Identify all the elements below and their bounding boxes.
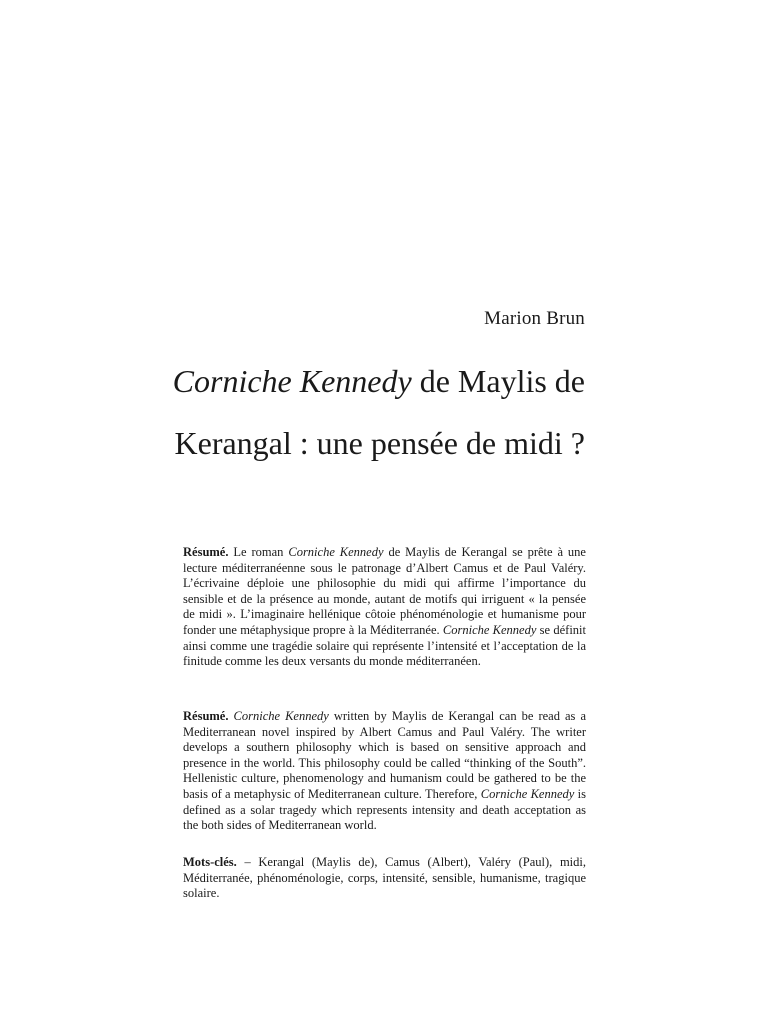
author-name: Marion Brun [484, 308, 585, 329]
abstract-text: is defined as a solar tragedy which represents intensity and death acceptation as the both sides of Mediterranean world. [183, 786, 586, 833]
abstract-italic: Corniche Kennedy [288, 545, 384, 559]
abstract-label: Résumé. [183, 545, 229, 559]
abstract-text: de Maylis de Kerangal se prête à une lecture méditerranéenne sous le patronage d’Albert Camus et de Paul Valéry. L’écrivaine déploie une philosophie du midi qui affirme l’importance du sensible et de la présence au monde, autant de motifs qui irriguent « la pensée de midi ». L’imaginaire hellénique côtoie phénoménologie et humanisme pour fonder une métaphysique propre à la Méditerranée. [183, 545, 586, 637]
abstract-english [183, 709, 586, 834]
keywords [183, 855, 586, 902]
article-title [165, 350, 585, 474]
abstract-label: Résumé. [183, 709, 229, 723]
abstract-french [183, 545, 586, 670]
abstract-italic: Corniche Kennedy [233, 709, 329, 723]
abstract-italic: Corniche Kennedy [480, 786, 575, 801]
keywords-text: – Kerangal (Maylis de), Camus (Albert), Valéry (Paul), midi, Méditerranée, phénoménologie, corps, intensité, sensible, humanisme, tragique solaire. [183, 855, 586, 901]
abstract-italic: Corniche Kennedy [442, 622, 537, 637]
abstract-text: written by Maylis de Kerangal can be read as a Mediterranean novel inspired by Albert Camus and Paul Valéry. The writer develops a southern philosophy which is based on sensitive approach and presence in the world. This philosophy could be called “thinking of the South”. Hellenistic culture, phenomenology and humanism could be gathered to be the basis of a metaphysic of Mediterranean culture. Therefore, [183, 709, 587, 801]
title-italic: Corniche Kennedy [172, 363, 412, 399]
keywords-label: Mots-clés. [183, 855, 237, 869]
title-rest: de Maylis de Kerangal : une pensée de midi ? [174, 363, 585, 461]
abstract-text: Le roman [228, 545, 289, 559]
abstract-text: se définit ainsi comme une tragédie solaire qui représente l’intensité et l’acceptation de la finitude comme les deux versants du monde méditerranéen. [183, 622, 586, 669]
